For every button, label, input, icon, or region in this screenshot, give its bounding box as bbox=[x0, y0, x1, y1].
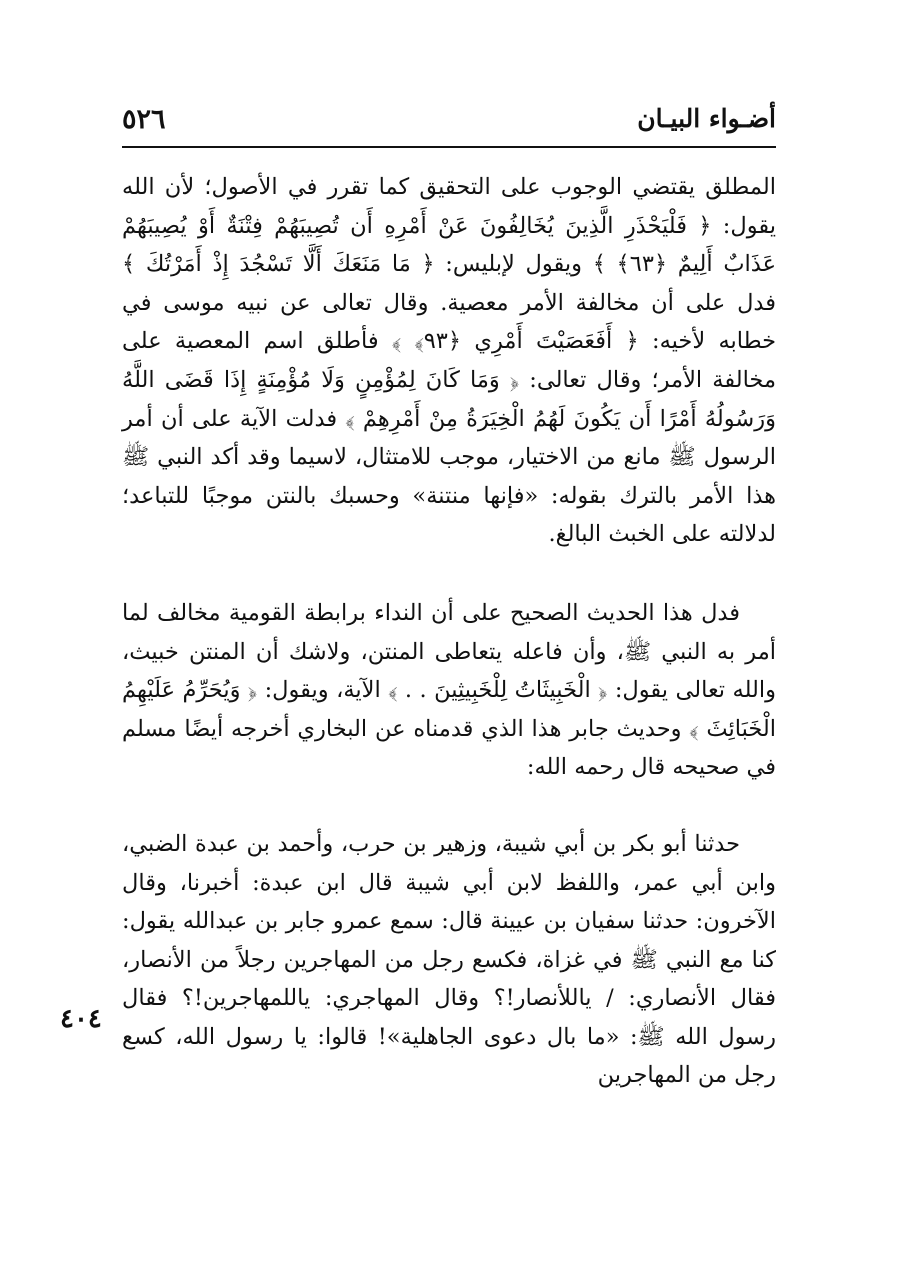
paragraph-1: المطلق يقتضي الوجوب على التحقيق كما تقرر في الأصول؛ لأن الله يقول: ﴿ فَلْيَحْذَرِ الَّذِينَ يُخَالِفُونَ عَنْ أَمْرِهِ أَن تُصِيبَهُمْ فِتْنَةٌ أَوْ يُصِيبَهُمْ عَذَابٌ أَلِيمٌ ﴿٦٣﴾ ﴾ ويقول لإبليس: ﴿ مَا مَنَعَكَ أَلَّا تَسْجُدَ إِذْ أَمَرْتُكَ ﴾ فدل على أن مخالفة الأمر معصية. وقال تعالى عن نبيه موسى في خطابه لأخيه: ﴿ أَفَعَصَيْتَ أَمْرِي ﴿٩٣﴾ ﴾ فأطلق اسم المعصية على مخالفة الأمر؛ وقال تعالى: ﴿ وَمَا كَانَ لِمُؤْمِنٍ وَلَا مُؤْمِنَةٍ إِذَا قَضَى اللَّهُ وَرَسُولُهُ أَمْرًا أَن يَكُونَ لَهُمُ الْخِيَرَةُ مِنْ أَمْرِهِمْ ﴾ فدلت الآية على أن أمر الرسول ﷺ مانع من الاختيار، موجب للامتثال، لاسيما وقد أكد النبي ﷺ هذا الأمر بالترك بقوله: «فإنها منتنة» وحسبك بالنتن موجبًا للتباعد؛ لدلالته على الخبث البالغ. bbox=[122, 174, 776, 548]
paragraph-3: حدثنا أبو بكر بن أبي شيبة، وزهير بن حرب، وأحمد بن عبدة الضبي، وابن أبي عمر، واللفظ لابن أبي شيبة قال ابن عبدة: أخبرنا، وقال الآخرون: حدثنا سفيان بن عيينة قال: سمع عمرو جابر بن عبدالله يقول: كنا مع النبي ﷺ في غزاة، فكسع رجل من المهاجرين رجلاً من الأنصار، فقال الأنصاري: / ياللأنصار!؟ وقال المهاجري: ياللمهاجرين!؟ فقال رسول الله ﷺ: «ما بال دعوى الجاهلية»! قالوا: يا رسول الله، كسع رجل من المهاجرين bbox=[122, 830, 776, 1089]
paragraph-gap bbox=[122, 554, 776, 594]
page-header bbox=[122, 104, 776, 144]
body-text bbox=[122, 168, 776, 1095]
paragraph-2: فدل هذا الحديث الصحيح على أن النداء برابطة القومية مخالف لما أمر به النبي ﷺ، وأن فاعله يتعاطى المنتن، ولاشك أن المنتن خبيث، والله تعالى يقول: ﴿ الْخَبِيثَاتُ لِلْخَبِيثِينَ . . ﴾ الآية، ويقول: ﴿ وَيُحَرِّمُ عَلَيْهِمُ الْخَبَائِثَ ﴾ وحديث جابر هذا الذي قدمناه عن البخاري أخرجه أيضًا مسلم في صحيحه قال رحمه الله: bbox=[122, 599, 776, 781]
running-title: أضـواء البيـان bbox=[637, 104, 776, 133]
page-number: ٥٢٦ bbox=[122, 104, 166, 135]
margin-page-reference: ٤٠٤ bbox=[60, 1004, 102, 1034]
header-rule bbox=[122, 146, 776, 148]
paragraph-gap bbox=[122, 787, 776, 825]
